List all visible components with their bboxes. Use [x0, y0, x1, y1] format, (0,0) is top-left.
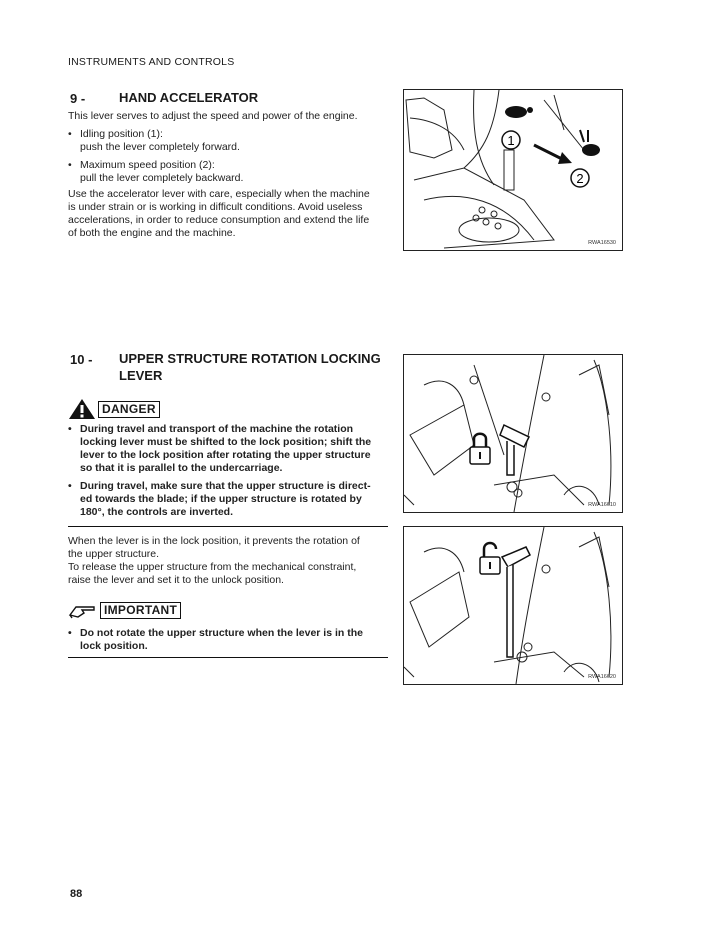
bullet-line: so that it is parallel to the undercarriage.: [80, 462, 283, 474]
danger-label: [68, 398, 160, 420]
bullet-line: ed towards the blade; if the upper structure is rotated by: [80, 493, 362, 505]
section-9-number: 9 -: [70, 91, 86, 106]
important-bullets: [68, 627, 390, 653]
title-line: UPPER STRUCTURE ROTATION LOCKING: [119, 351, 381, 366]
callout-2: 2: [576, 171, 584, 186]
title-line: LEVER: [119, 368, 163, 383]
bullet-dot: •: [68, 159, 72, 171]
paragraph-line: the upper structure.: [68, 548, 160, 560]
bullet-line: During travel, make sure that the upper structure is direct-: [80, 480, 371, 492]
bullet-dot: •: [68, 128, 72, 140]
section-9-title: HAND ACCELERATOR: [119, 90, 259, 105]
bullet-line: lock position.: [80, 640, 148, 652]
bullet-dot: •: [68, 480, 72, 492]
callout-1: 1: [507, 133, 515, 148]
bullet-line: During travel and transport of the machine the rotation: [80, 423, 354, 435]
section-10-number: 10 -: [70, 352, 93, 367]
important-bullet: [68, 627, 390, 653]
danger-bullets: [68, 423, 390, 519]
figure-lever-unlocked: [403, 526, 623, 685]
paragraph-line: raise the lever and set it to the unlock position.: [68, 574, 284, 586]
bullet-dot: •: [68, 423, 72, 435]
page-number: 88: [70, 888, 83, 900]
section-9-intro: This lever serves to adjust the speed and power of the engine.: [68, 110, 358, 122]
danger-badge: DANGER: [98, 401, 160, 418]
bullet-line: locking lever must be shifted to the lock position; shift the: [80, 436, 372, 448]
section-10-title: [119, 350, 381, 384]
danger-bullet: [68, 480, 390, 519]
figure-lever-locked: [403, 354, 623, 513]
lever-handle: [500, 425, 529, 475]
danger-bullet: [68, 423, 390, 475]
warning-triangle-icon: [68, 398, 96, 420]
figure-hand-accelerator: [403, 89, 623, 251]
bullet-line: 180°, the controls are inverted.: [80, 506, 234, 518]
figure-id: RWA16530: [588, 240, 616, 246]
bullet-idling: [68, 128, 388, 154]
lever-handle: [502, 547, 530, 657]
important-label: [68, 601, 181, 619]
paragraph-line: is under strain or is working in difficult conditions. Avoid useless: [68, 201, 363, 213]
divider: [68, 526, 388, 527]
bullet-max-speed: [68, 159, 388, 185]
pointing-hand-icon: [68, 601, 98, 619]
arrow-icon: [534, 145, 564, 160]
divider: [68, 657, 388, 658]
lever-unlocked-illustration: [404, 527, 622, 684]
section-10-paragraph: [68, 535, 390, 587]
figure-id: RWA16610: [588, 502, 616, 508]
bullet-line: lever to the lock position after rotating the upper structure: [80, 449, 371, 461]
accelerator-illustration: [404, 90, 622, 250]
bullet-line: Maximum speed position (2):: [80, 159, 215, 171]
section-9-paragraph: [68, 188, 388, 240]
turtle-icon: [505, 106, 533, 118]
lever-locked-illustration: [404, 355, 622, 512]
bullet-line: Idling position (1):: [80, 128, 163, 140]
important-badge: IMPORTANT: [100, 602, 181, 619]
padlock-open-icon: [480, 543, 500, 574]
paragraph-line: Use the accelerator lever with care, especially when the machine: [68, 188, 370, 200]
bullet-line: pull the lever completely backward.: [80, 172, 244, 184]
paragraph-line: of both the engine and the machine.: [68, 227, 236, 239]
paragraph-line: accelerations, in order to reduce consumption and extend the life: [68, 214, 370, 226]
bullet-line: Do not rotate the upper structure when the lever is in the: [80, 627, 363, 639]
padlock-closed-icon: [470, 434, 490, 464]
bullet-dot: •: [68, 627, 72, 639]
arrow-head-icon: [558, 152, 572, 164]
bullet-line: push the lever completely forward.: [80, 141, 240, 153]
running-header: INSTRUMENTS AND CONTROLS: [68, 56, 235, 68]
paragraph-line: When the lever is in the lock position, it prevents the rotation of: [68, 535, 360, 547]
paragraph-line: To release the upper structure from the mechanical constraint,: [68, 561, 357, 573]
figure-id: RWA16620: [588, 674, 616, 680]
section-9-text: [68, 110, 388, 240]
rabbit-icon: [580, 130, 600, 156]
